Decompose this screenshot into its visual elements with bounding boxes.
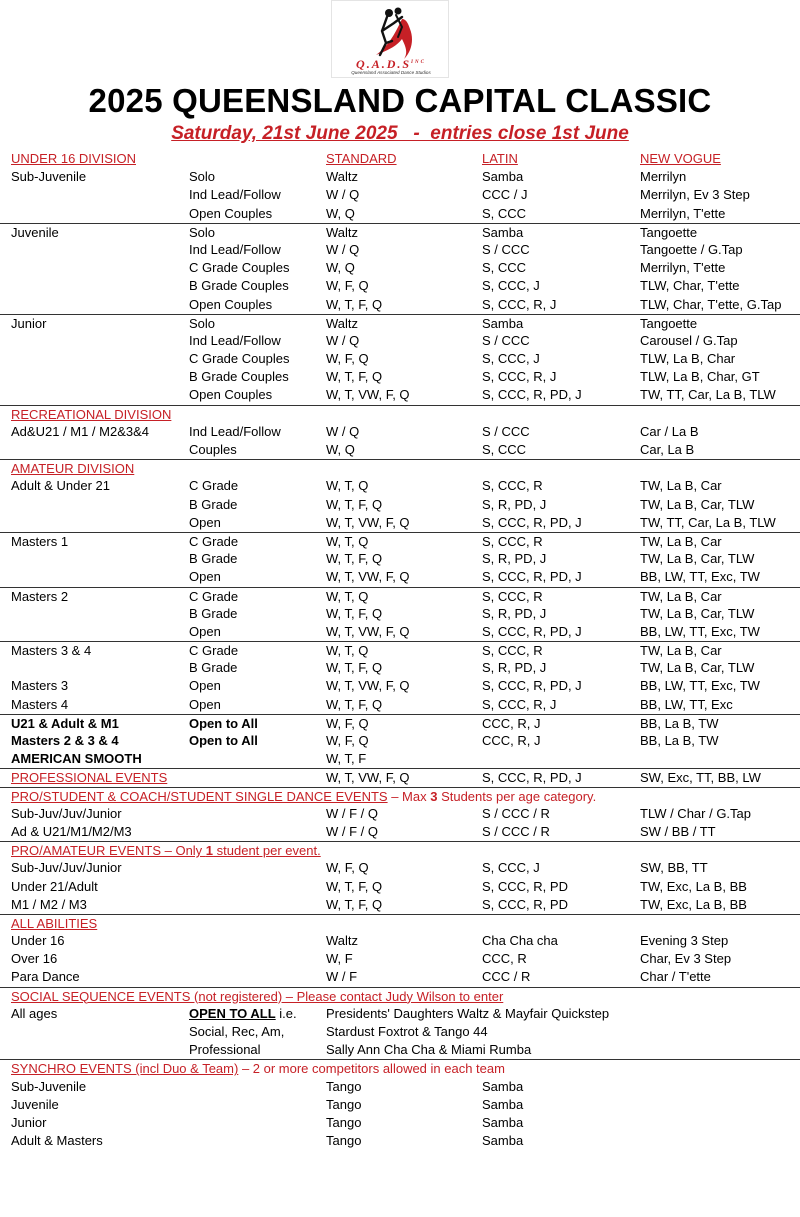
table-row — [0, 350, 800, 368]
cell-c4: TW, La B, Car — [640, 588, 722, 604]
cell-c3: S, CCC, J — [482, 860, 540, 876]
cell-c1: C Grade — [189, 478, 239, 494]
cell-c4: SW / BB / TT — [640, 823, 716, 839]
cell-c0: Ad & U21/M1/M2/M3 — [11, 823, 132, 839]
cell-c0: Para Dance — [11, 969, 80, 985]
section-heading: RECREATIONAL DIVISION — [11, 406, 172, 422]
cell-text: i.e. — [275, 1005, 297, 1021]
section-heading-number: 1 — [205, 843, 214, 859]
cell-c4: Carousel / G.Tap — [640, 332, 738, 348]
cell-c1: Ind Lead/Follow — [189, 241, 281, 257]
cell-c4: TW, TT, Car, La B, TLW — [640, 514, 776, 530]
cell-c2: W, T, VW, F, Q — [326, 514, 410, 530]
table-row — [0, 914, 800, 932]
cell-c4: Tangoette / G.Tap — [640, 241, 743, 257]
table-row — [0, 223, 800, 241]
table-row — [0, 259, 800, 277]
cell-c4: BB, La B, TW — [640, 733, 719, 748]
cell-c2: W, T, F, Q — [326, 296, 383, 312]
cell-c1: B Grade Couples — [189, 278, 289, 294]
table-row — [0, 1096, 800, 1114]
cell-c3: Samba — [482, 169, 524, 185]
cell-c3: S / CCC — [482, 423, 530, 439]
table-row — [0, 368, 800, 386]
table-row — [0, 805, 800, 823]
events-table — [0, 150, 800, 1150]
cell-c3: S, CCC, J — [482, 351, 540, 367]
section-heading: ALL ABILITIES — [11, 915, 98, 931]
cell-c4: SW, BB, TT — [640, 860, 708, 876]
cell-c2: W, T, F, Q — [326, 496, 383, 512]
cell-c1: Open to All — [189, 733, 258, 748]
column-header: LATIN — [482, 151, 518, 166]
cell-c2: W, F, Q — [326, 351, 369, 367]
cell-c0: Under 16 — [11, 933, 65, 949]
table-row — [0, 477, 800, 495]
cell-c3: S, CCC, R, J — [482, 696, 557, 712]
table-row — [0, 750, 800, 768]
cell-c4: TW, La B, Car — [640, 478, 722, 494]
cell-c3: S, CCC, R — [482, 478, 543, 494]
section-heading-number: 3 — [430, 788, 438, 804]
cell-c2: W, T, F, Q — [326, 605, 383, 621]
cell-c2: Waltz — [326, 169, 359, 185]
cell-c1: B Grade — [189, 551, 238, 567]
table-row — [0, 1078, 800, 1096]
cell-c3: S, CCC, R, PD, J — [482, 770, 582, 786]
table-row — [0, 568, 800, 586]
cell-c0: Ad&U21 / M1 / M2&3&4 — [11, 423, 150, 439]
cell-c2: Stardust Foxtrot & Tango 44 — [326, 1024, 488, 1039]
cell-c3: S, CCC, R — [482, 533, 543, 549]
cell-c0: Sub-Juv/Juv/Junior — [11, 860, 122, 876]
cell-c4: BB, La B, TW — [640, 715, 719, 731]
cell-c4: TW, La B, Car — [640, 533, 722, 549]
cell-c3: S, CCC, R — [482, 588, 543, 604]
table-row — [0, 587, 800, 605]
cell-c2: Waltz — [326, 224, 359, 240]
cell-c3: Samba — [482, 224, 524, 240]
cell-c4: BB, LW, TT, Exc, TW — [640, 623, 760, 639]
cell-c2: Tango — [326, 1078, 362, 1094]
cell-c1: C Grade Couples — [189, 351, 290, 367]
section-heading-text: student per event. — [213, 843, 321, 859]
cell-c1: Open — [189, 569, 221, 585]
cell-c2: W, Q — [326, 260, 355, 276]
cell-c2: W, T, Q — [326, 478, 369, 494]
cell-c1: Social, Rec, Am, — [189, 1024, 285, 1039]
table-row — [0, 277, 800, 295]
column-header: UNDER 16 DIVISION — [11, 151, 136, 166]
cell-c3: CCC / J — [482, 187, 528, 203]
table-row — [0, 659, 800, 677]
table-row — [0, 1059, 800, 1077]
cell-c4: Evening 3 Step — [640, 933, 729, 949]
cell-c4: TLW, Char, T'ette, G.Tap — [640, 296, 782, 312]
cell-c2: W, F, Q — [326, 715, 369, 731]
cell-c3: S, CCC, R, PD, J — [482, 678, 582, 694]
table-row — [0, 1005, 800, 1023]
cell-c4: TW, Exc, La B, BB — [640, 896, 747, 912]
cell-c2: W, T, VW, F, Q — [326, 569, 410, 585]
cell-c3: S, R, PD, J — [482, 605, 547, 621]
cell-c2: W, T, F, Q — [326, 660, 383, 676]
cell-c4: TLW, La B, Char, GT — [640, 369, 760, 385]
table-row — [0, 787, 800, 805]
table-row — [0, 332, 800, 350]
qads-logo — [331, 0, 449, 78]
table-row — [0, 423, 800, 441]
cell-c2: W / F — [326, 969, 358, 985]
cell-c1: Ind Lead/Follow — [189, 332, 281, 348]
cell-c1: Open — [189, 514, 221, 530]
table-row — [0, 896, 800, 914]
cell-c2: W, T, F — [326, 751, 367, 767]
cell-c4: Merrilyn, Ev 3 Step — [640, 187, 750, 203]
table-row — [0, 932, 800, 950]
cell-c2: W, F — [326, 951, 353, 967]
cell-c1: B Grade Couples — [189, 369, 289, 385]
cell-c3: Samba — [482, 1096, 524, 1112]
cell-c2: W, T, VW, F, Q — [326, 623, 410, 639]
cell-c4: TLW / Char / G.Tap — [640, 805, 752, 821]
table-row — [0, 968, 800, 986]
open-to-all-label: OPEN TO ALL — [189, 1005, 276, 1021]
cell-c2: W / F / Q — [326, 823, 378, 839]
table-row — [0, 1023, 800, 1041]
column-header: NEW VOGUE — [640, 151, 721, 166]
cell-c3: CCC, R, J — [482, 715, 541, 731]
section-heading-synchro — [11, 1060, 505, 1078]
page-title: 2025 QUEENSLAND CAPITAL CLASSIC — [88, 82, 712, 119]
cell-c1: Solo — [189, 169, 216, 185]
cell-c0: Junior — [11, 1114, 47, 1130]
cell-c0: Sub-Juvenile — [11, 169, 87, 185]
cell-c1: Professional — [189, 1042, 261, 1058]
cell-c0: Masters 4 — [11, 696, 69, 712]
cell-c4: Char / T'ette — [640, 969, 711, 985]
cell-c1: Open — [189, 696, 221, 712]
cell-c2: W, F, Q — [326, 860, 369, 876]
table-row — [0, 768, 800, 786]
table-row — [0, 441, 800, 459]
cell-c1: C Grade — [189, 643, 239, 659]
cell-c3: S, CCC, R — [482, 643, 543, 659]
cell-c2: W, T, VW, F, Q — [326, 678, 410, 694]
section-heading: SOCIAL SEQUENCE EVENTS (not registered) – Please contact Judy Wilson to enter — [11, 988, 504, 1004]
cell-c3: Cha Cha cha — [482, 933, 558, 949]
cell-c1 — [189, 1005, 297, 1023]
cell-c4: Tangoette — [640, 315, 698, 331]
cell-c0: M1 / M2 / M3 — [11, 896, 87, 912]
cell-c0: Adult & Under 21 — [11, 478, 111, 494]
cell-c4: Char, Ev 3 Step — [640, 951, 732, 967]
cell-c2: W, T, Q — [326, 533, 369, 549]
cell-c3: CCC, R — [482, 951, 527, 967]
cell-c4: BB, LW, TT, Exc, TW — [640, 569, 760, 585]
cell-c2: W / Q — [326, 332, 360, 348]
cell-c0: Over 16 — [11, 951, 58, 967]
cell-c2: W, T, F, Q — [326, 369, 383, 385]
section-heading-text: – 2 or more competitors allowed in each team — [238, 1061, 505, 1077]
table-row — [0, 732, 800, 750]
cell-c2: W, Q — [326, 205, 355, 221]
cell-c1: Couples — [189, 442, 237, 457]
cell-c4: BB, LW, TT, Exc, TW — [640, 678, 760, 694]
cell-c3: Samba — [482, 1133, 524, 1149]
cell-c3: S, CCC, J — [482, 278, 540, 294]
cell-c3: S, CCC, R, PD, J — [482, 623, 582, 639]
column-header: STANDARD — [326, 151, 397, 166]
cell-c2: W, F, Q — [326, 733, 369, 748]
cell-c3: CCC / R — [482, 969, 531, 985]
table-row — [0, 950, 800, 968]
cell-c4: Car, La B — [640, 442, 695, 457]
table-row — [0, 1041, 800, 1059]
cell-c4: TW, Exc, La B, BB — [640, 878, 747, 894]
section-heading-text: Students per age category. — [437, 788, 597, 804]
cell-c0: Juvenile — [11, 1096, 59, 1112]
cell-c2: W, T, F, Q — [326, 551, 383, 567]
cell-c3: S / CCC — [482, 332, 530, 348]
cell-c2: Waltz — [326, 315, 359, 331]
table-row — [0, 386, 800, 404]
cell-c3: Samba — [482, 1078, 524, 1094]
section-heading-link: SYNCHRO EVENTS (incl Duo & Team) — [11, 1061, 239, 1077]
cell-c1: Open Couples — [189, 205, 273, 221]
cell-c3: S, R, PD, J — [482, 660, 547, 676]
cell-c1: Solo — [189, 315, 216, 331]
cell-c3: S / CCC — [482, 241, 530, 257]
cell-c4: TLW, Char, T'ette — [640, 278, 740, 294]
table-row — [0, 459, 800, 477]
table-row — [0, 205, 800, 223]
cell-c0: Juvenile — [11, 224, 59, 240]
cell-c4: TW, TT, Car, La B, TLW — [640, 387, 776, 403]
table-row — [0, 405, 800, 423]
table-row — [0, 532, 800, 550]
table-row — [0, 677, 800, 695]
table-row — [0, 241, 800, 259]
table-row — [0, 1132, 800, 1150]
table-row — [0, 623, 800, 641]
cell-c3: S, CCC — [482, 260, 527, 276]
cell-c3: S, R, PD, J — [482, 551, 547, 567]
cell-c2: W, T, Q — [326, 643, 369, 659]
cell-c1: Solo — [189, 224, 216, 240]
table-row — [0, 296, 800, 314]
cell-c4: Merrilyn, T'ette — [640, 260, 726, 276]
cell-c3: S, CCC — [482, 205, 527, 221]
cell-c4: Car / La B — [640, 423, 699, 439]
cell-c1: C Grade Couples — [189, 260, 290, 276]
table-row — [0, 714, 800, 732]
table-row — [0, 696, 800, 714]
cell-c3: S, CCC, R, PD — [482, 896, 568, 912]
cell-c2: Tango — [326, 1096, 362, 1112]
cell-c2: W, T, F, Q — [326, 878, 383, 894]
cell-c0: Masters 3 — [11, 678, 69, 694]
cell-c1: B Grade — [189, 660, 238, 676]
cell-c0: U21 & Adult & M1 — [11, 715, 119, 731]
cell-c4: TW, La B, Car, TLW — [640, 551, 755, 567]
cell-c4: TW, La B, Car, TLW — [640, 660, 755, 676]
cell-c3: S, CCC — [482, 442, 527, 457]
table-row — [0, 496, 800, 514]
cell-c2: W, T, F, Q — [326, 896, 383, 912]
cell-c4: TW, La B, Car, TLW — [640, 496, 755, 512]
cell-c1: Ind Lead/Follow — [189, 423, 281, 439]
cell-c1: Open — [189, 678, 221, 694]
table-row — [0, 514, 800, 532]
cell-c1: Open to All — [189, 715, 258, 731]
cell-c2: W, T, VW, F, Q — [326, 770, 410, 786]
cell-c1: Open Couples — [189, 296, 273, 312]
table-row — [0, 641, 800, 659]
cell-c0: Junior — [11, 315, 47, 331]
table-row — [0, 859, 800, 877]
section-heading: PROFESSIONAL EVENTS — [11, 770, 168, 786]
table-row — [0, 1114, 800, 1132]
table-row — [0, 550, 800, 568]
cell-c4: BB, LW, TT, Exc — [640, 696, 733, 712]
logo-name: $Q.A.D.S^{INC}$ — [356, 57, 426, 71]
cell-c2: W / F / Q — [326, 805, 378, 821]
cell-c0: Masters 2 & 3 & 4 — [11, 733, 119, 748]
cell-c0: Masters 2 — [11, 588, 69, 604]
cell-c0: Sub-Juv/Juv/Junior — [11, 805, 122, 821]
cell-c3: S, CCC, R, J — [482, 369, 557, 385]
cell-c1: Open Couples — [189, 387, 273, 403]
section-heading: AMATEUR DIVISION — [11, 461, 135, 477]
cell-c1: Ind Lead/Follow — [189, 187, 281, 203]
table-row — [0, 823, 800, 841]
table-row — [0, 314, 800, 332]
logo-subtitle: Queensland Associated Dance Studios — [351, 70, 431, 75]
cell-c4: SW, Exc, TT, BB, LW — [640, 770, 761, 786]
table-row — [0, 987, 800, 1005]
cell-c0: Sub-Juvenile — [11, 1078, 87, 1094]
cell-c4: Merrilyn, T'ette — [640, 205, 726, 221]
cell-c4: Merrilyn — [640, 169, 687, 185]
cell-c2: W / Q — [326, 187, 360, 203]
section-heading-text: – Max — [387, 788, 431, 804]
section-heading-link: PRO/STUDENT & COACH/STUDENT SINGLE DANCE EVENTS — [11, 788, 388, 804]
table-row — [0, 168, 800, 186]
page-subtitle: Saturday, 21st June 2025 - entries close 1st June — [171, 123, 629, 144]
cell-c0: Masters 3 & 4 — [11, 643, 92, 659]
cell-c3: S / CCC / R — [482, 823, 550, 839]
cell-c1: Open — [189, 623, 221, 639]
cell-c2: Waltz — [326, 933, 359, 949]
cell-c1: B Grade — [189, 496, 238, 512]
cell-c3: S / CCC / R — [482, 805, 550, 821]
cell-c4: TW, La B, Car, TLW — [640, 605, 755, 621]
section-heading-pro-student — [11, 788, 596, 806]
section-heading-pro-am — [11, 842, 321, 860]
cell-c4: TLW, La B, Char — [640, 351, 736, 367]
cell-c2: Sally Ann Cha Cha & Miami Rumba — [326, 1042, 532, 1058]
cell-c0: AMERICAN SMOOTH — [11, 751, 142, 767]
cell-c2: Tango — [326, 1133, 362, 1149]
cell-c3: S, CCC, R, J — [482, 296, 557, 312]
cell-c4: Tangoette — [640, 224, 698, 240]
cell-c2: W, F, Q — [326, 278, 369, 294]
section-heading-text: PRO/AMATEUR EVENTS – Only — [11, 843, 206, 859]
cell-c2: W, T, F, Q — [326, 696, 383, 712]
cell-c1: B Grade — [189, 605, 238, 621]
cell-c3: S, CCC, R, PD, J — [482, 514, 582, 530]
table-row — [0, 186, 800, 204]
cell-c2: W / Q — [326, 241, 360, 257]
cell-c3: S, CCC, R, PD, J — [482, 569, 582, 585]
cell-c3: S, R, PD, J — [482, 496, 547, 512]
cell-c2: W / Q — [326, 423, 360, 439]
table-row — [0, 878, 800, 896]
cell-c3: Samba — [482, 1114, 524, 1130]
table-row — [0, 150, 800, 168]
cell-c0: Adult & Masters — [11, 1133, 103, 1149]
cell-c0: Masters 1 — [11, 533, 69, 549]
cell-c2: W, Q — [326, 442, 355, 457]
cell-c1: C Grade — [189, 533, 239, 549]
table-row — [0, 605, 800, 623]
table-row — [0, 841, 800, 859]
cell-c2: Tango — [326, 1114, 362, 1130]
cell-c4: TW, La B, Car — [640, 643, 722, 659]
cell-c2: Presidents' Daughters Waltz & Mayfair Quickstep — [326, 1005, 610, 1021]
cell-c3: Samba — [482, 315, 524, 331]
cell-c2: W, T, VW, F, Q — [326, 387, 410, 403]
cell-c3: S, CCC, R, PD — [482, 878, 568, 894]
cell-c3: S, CCC, R, PD, J — [482, 387, 582, 403]
cell-c3: CCC, R, J — [482, 733, 541, 748]
cell-c0: Under 21/Adult — [11, 878, 98, 894]
cell-c2: W, T, Q — [326, 588, 369, 604]
cell-c1: C Grade — [189, 588, 239, 604]
cell-c0: All ages — [11, 1005, 58, 1021]
